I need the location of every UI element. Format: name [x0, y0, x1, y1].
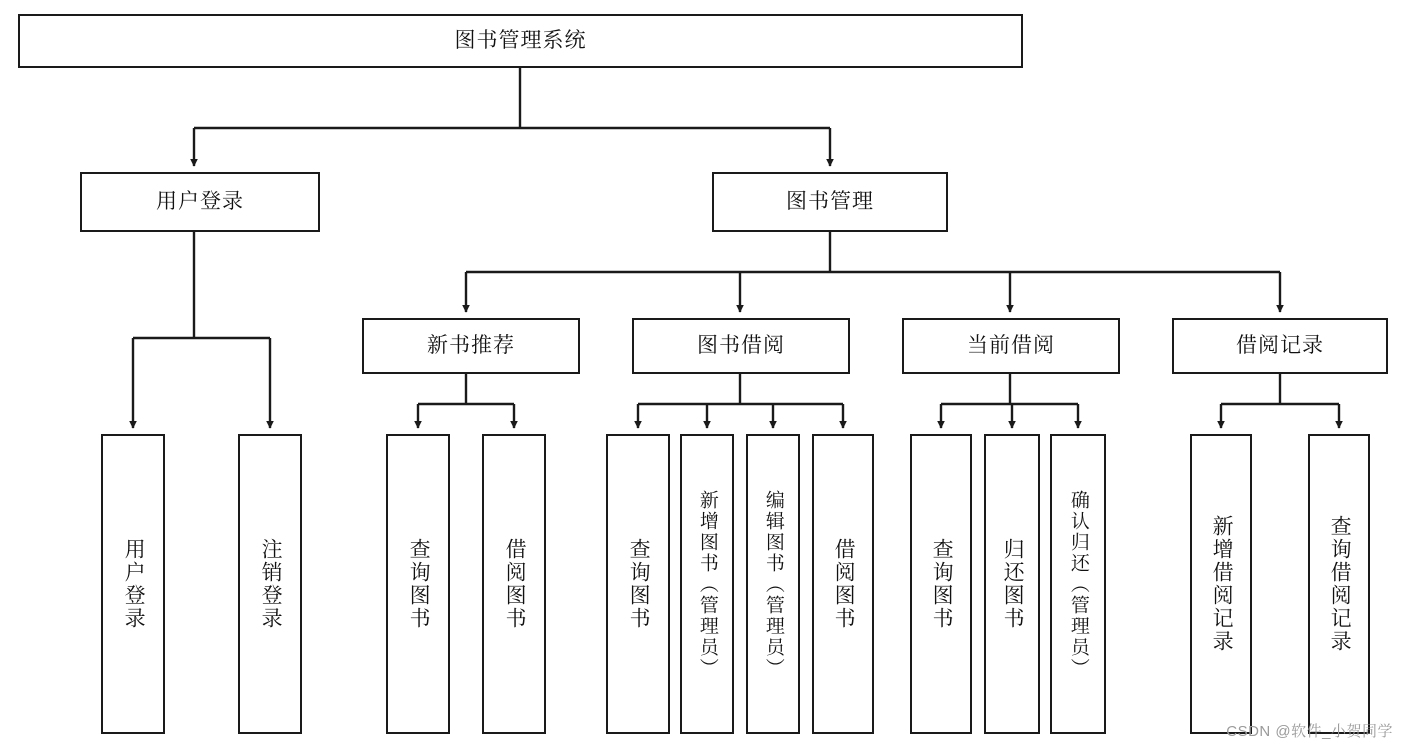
- leaf-borrow-book-recommend[interactable]: [482, 434, 546, 734]
- leaf-query-book-current[interactable]: [910, 434, 972, 734]
- leaf-query-book-borrow-label: 查询图书: [627, 538, 651, 630]
- watermark: CSDN @软件_小贺同学: [1226, 723, 1393, 740]
- leaf-query-book-recommend-label: 查询图书: [407, 538, 431, 630]
- leaf-confirm-return-admin-label: 确认归还（管理员）: [1067, 489, 1089, 679]
- leaf-edit-book-admin-label: 编辑图书（管理员）: [762, 489, 784, 679]
- leaf-confirm-return-admin[interactable]: [1050, 434, 1106, 734]
- node-borrow-records-label: 借阅记录: [1236, 333, 1324, 357]
- leaf-query-book-borrow[interactable]: [606, 434, 670, 734]
- leaf-add-book-admin[interactable]: [680, 434, 734, 734]
- leaf-query-book-current-label: 查询图书: [930, 538, 954, 630]
- leaf-borrow-book-label: 借阅图书: [832, 538, 856, 630]
- node-root-label: 图书管理系统: [454, 28, 587, 52]
- leaf-query-borrow-record[interactable]: [1308, 434, 1370, 734]
- leaf-edit-book-admin[interactable]: [746, 434, 800, 734]
- leaf-return-book-label: 归还图书: [1001, 538, 1025, 630]
- node-new-book-recommend[interactable]: [362, 318, 580, 374]
- leaf-query-book-recommend[interactable]: [386, 434, 450, 734]
- leaf-add-borrow-record[interactable]: [1190, 434, 1252, 734]
- node-book-borrow-label: 图书借阅: [697, 333, 785, 357]
- leaf-add-book-admin-label: 新增图书（管理员）: [696, 489, 718, 679]
- node-user-login-label: 用户登录: [156, 189, 244, 213]
- leaf-user-login-label: 用户登录: [122, 538, 146, 630]
- leaf-return-book[interactable]: [984, 434, 1040, 734]
- node-book-management[interactable]: [712, 172, 948, 232]
- node-borrow-records[interactable]: [1172, 318, 1388, 374]
- leaf-query-borrow-record-label: 查询借阅记录: [1328, 515, 1352, 653]
- node-user-login[interactable]: [80, 172, 320, 232]
- leaf-logout-label: 注销登录: [259, 538, 283, 630]
- node-book-management-label: 图书管理: [786, 189, 874, 213]
- node-new-book-recommend-label: 新书推荐: [427, 333, 515, 357]
- leaf-add-borrow-record-label: 新增借阅记录: [1210, 515, 1234, 653]
- node-root[interactable]: [18, 14, 1023, 68]
- node-book-borrow[interactable]: [632, 318, 850, 374]
- leaf-logout[interactable]: [238, 434, 302, 734]
- leaf-borrow-book-recommend-label: 借阅图书: [503, 538, 527, 630]
- node-current-borrow[interactable]: [902, 318, 1120, 374]
- node-current-borrow-label: 当前借阅: [967, 333, 1055, 357]
- leaf-borrow-book[interactable]: [812, 434, 874, 734]
- leaf-user-login[interactable]: [101, 434, 165, 734]
